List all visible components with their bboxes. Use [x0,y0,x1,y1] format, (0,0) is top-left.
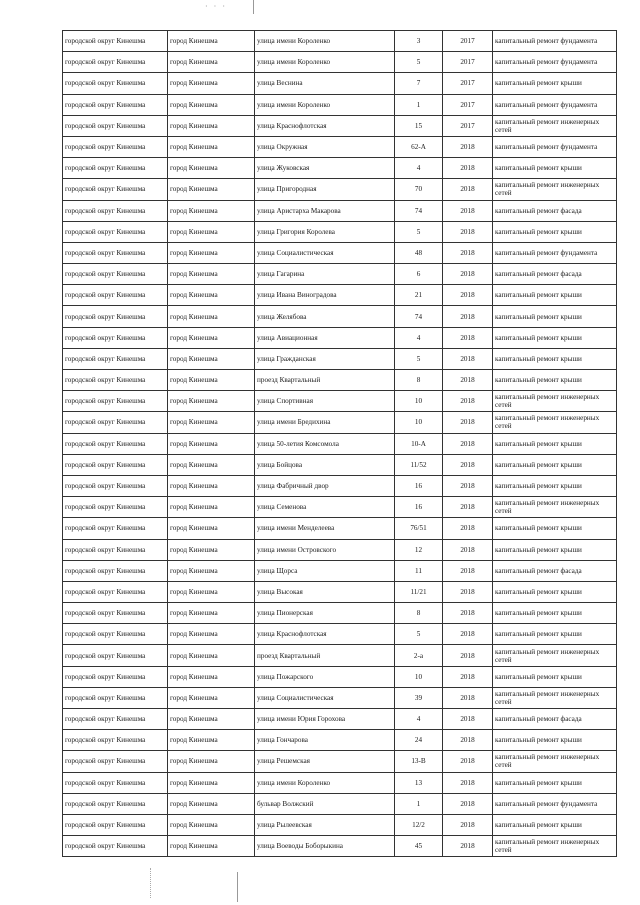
scan-marks-top: · · · [205,2,227,11]
year-cell: 2018 [443,285,493,306]
work-type-cell: капитальный ремонт фундамента [493,136,617,157]
table-row [63,94,617,115]
street-cell: улица Решемская [255,751,395,772]
year-cell: 2018 [443,709,493,730]
table-row [63,454,617,475]
settlement-cell: город Кинешма [168,687,255,708]
work-type-cell: капитальный ремонт инженерных сетей [493,687,617,708]
table-row [63,730,617,751]
house-number-cell: 16 [395,475,443,496]
house-number-cell: 5 [395,348,443,369]
house-number-cell: 45 [395,836,443,857]
house-number-cell: 39 [395,687,443,708]
municipality-cell: городской округ Кинешма [63,730,168,751]
street-cell: улица имени Юрия Горохова [255,709,395,730]
street-cell: улица Краснофлотская [255,115,395,136]
street-cell: улица Фабричный двор [255,475,395,496]
house-number-cell: 12 [395,539,443,560]
street-cell: улица Пригородная [255,179,395,200]
street-cell: улица Веснина [255,73,395,94]
work-type-cell: капитальный ремонт крыши [493,454,617,475]
year-cell: 2018 [443,475,493,496]
house-number-cell: 24 [395,730,443,751]
table-row [63,158,617,179]
year-cell: 2018 [443,518,493,539]
scan-edge-line-bottom [237,872,238,902]
street-cell: улица Григория Королева [255,221,395,242]
settlement-cell: город Кинешма [168,370,255,391]
house-number-cell: 8 [395,370,443,391]
municipality-cell: городской округ Кинешма [63,454,168,475]
table-row [63,306,617,327]
work-type-cell: капитальный ремонт инженерных сетей [493,645,617,666]
year-cell: 2018 [443,581,493,602]
street-cell: улица имени Короленко [255,772,395,793]
street-cell: улица имени Островского [255,539,395,560]
work-type-cell: капитальный ремонт инженерных сетей [493,391,617,412]
municipality-cell: городской округ Кинешма [63,645,168,666]
table-row [63,793,617,814]
municipality-cell: городской округ Кинешма [63,327,168,348]
municipality-cell: городской округ Кинешма [63,836,168,857]
table-row [63,814,617,835]
scan-edge-line-top [253,0,254,14]
municipality-cell: городской округ Кинешма [63,31,168,52]
work-type-cell: капитальный ремонт фундамента [493,94,617,115]
street-cell: проезд Квартальный [255,370,395,391]
municipality-cell: городской округ Кинешма [63,348,168,369]
house-number-cell: 4 [395,709,443,730]
work-type-cell: капитальный ремонт фундамента [493,31,617,52]
street-cell: улица Социалистическая [255,687,395,708]
settlement-cell: город Кинешма [168,221,255,242]
table-row [63,645,617,666]
house-number-cell: 13 [395,772,443,793]
settlement-cell: город Кинешма [168,475,255,496]
settlement-cell: город Кинешма [168,327,255,348]
table-row [63,73,617,94]
settlement-cell: город Кинешма [168,115,255,136]
house-number-cell: 3 [395,31,443,52]
street-cell: улица имени Короленко [255,52,395,73]
street-cell: улица Рылеевская [255,814,395,835]
house-number-cell: 10 [395,412,443,433]
settlement-cell: город Кинешма [168,518,255,539]
municipality-cell: городской округ Кинешма [63,73,168,94]
table-row [63,370,617,391]
settlement-cell: город Кинешма [168,31,255,52]
table-row [63,497,617,518]
house-number-cell: 11/21 [395,581,443,602]
year-cell: 2018 [443,136,493,157]
work-type-cell: капитальный ремонт фасада [493,709,617,730]
year-cell: 2018 [443,814,493,835]
municipality-cell: городской округ Кинешма [63,433,168,454]
table-row [63,200,617,221]
table-row [63,624,617,645]
street-cell: улица Гончарова [255,730,395,751]
municipality-cell: городской округ Кинешма [63,221,168,242]
house-number-cell: 74 [395,306,443,327]
street-cell: проезд Квартальный [255,645,395,666]
street-cell: улица Желябова [255,306,395,327]
house-number-cell: 1 [395,94,443,115]
year-cell: 2018 [443,645,493,666]
year-cell: 2018 [443,306,493,327]
house-number-cell: 13-В [395,751,443,772]
year-cell: 2018 [443,242,493,263]
work-type-cell: капитальный ремонт фундамента [493,793,617,814]
table-row [63,285,617,306]
settlement-cell: город Кинешма [168,539,255,560]
street-cell: улица Бойцова [255,454,395,475]
street-cell: улица Воеводы Боборыкина [255,836,395,857]
municipality-cell: городской округ Кинешма [63,687,168,708]
settlement-cell: город Кинешма [168,645,255,666]
year-cell: 2018 [443,433,493,454]
work-type-cell: капитальный ремонт крыши [493,158,617,179]
house-number-cell: 4 [395,327,443,348]
year-cell: 2018 [443,221,493,242]
year-cell: 2018 [443,603,493,624]
municipality-cell: городской округ Кинешма [63,306,168,327]
street-cell: улица Аристарха Макарова [255,200,395,221]
year-cell: 2017 [443,73,493,94]
work-type-cell: капитальный ремонт крыши [493,433,617,454]
year-cell: 2017 [443,94,493,115]
street-cell: улица Жуковская [255,158,395,179]
municipality-cell: городской округ Кинешма [63,412,168,433]
municipality-cell: городской округ Кинешма [63,115,168,136]
year-cell: 2018 [443,836,493,857]
work-type-cell: капитальный ремонт фасада [493,560,617,581]
house-number-cell: 11 [395,560,443,581]
municipality-cell: городской округ Кинешма [63,475,168,496]
settlement-cell: город Кинешма [168,730,255,751]
year-cell: 2018 [443,391,493,412]
street-cell: улица Окружная [255,136,395,157]
work-type-cell: капитальный ремонт крыши [493,539,617,560]
work-type-cell: капитальный ремонт крыши [493,624,617,645]
municipality-cell: городской округ Кинешма [63,793,168,814]
municipality-cell: городской округ Кинешма [63,560,168,581]
municipality-cell: городской округ Кинешма [63,539,168,560]
street-cell: улица Пионерская [255,603,395,624]
street-cell: улица Краснофлотская [255,624,395,645]
table-row [63,391,617,412]
table-row [63,709,617,730]
work-type-cell: капитальный ремонт инженерных сетей [493,412,617,433]
municipality-cell: городской округ Кинешма [63,603,168,624]
settlement-cell: город Кинешма [168,391,255,412]
municipality-cell: городской округ Кинешма [63,370,168,391]
house-number-cell: 15 [395,115,443,136]
street-cell: улица Пожарского [255,666,395,687]
table-row [63,751,617,772]
settlement-cell: город Кинешма [168,348,255,369]
year-cell: 2018 [443,454,493,475]
settlement-cell: город Кинешма [168,603,255,624]
municipality-cell: городской округ Кинешма [63,94,168,115]
settlement-cell: город Кинешма [168,709,255,730]
settlement-cell: город Кинешма [168,94,255,115]
scan-marks-bottom [150,868,152,898]
table-row [63,475,617,496]
settlement-cell: город Кинешма [168,412,255,433]
municipality-cell: городской округ Кинешма [63,709,168,730]
municipality-cell: городской округ Кинешма [63,391,168,412]
house-number-cell: 76/51 [395,518,443,539]
table-row [63,242,617,263]
year-cell: 2018 [443,200,493,221]
municipality-cell: городской округ Кинешма [63,581,168,602]
settlement-cell: город Кинешма [168,158,255,179]
street-cell: улица 50-летия Комсомола [255,433,395,454]
house-number-cell: 62-А [395,136,443,157]
settlement-cell: город Кинешма [168,285,255,306]
house-number-cell: 10 [395,391,443,412]
table-row [63,581,617,602]
house-number-cell: 5 [395,52,443,73]
settlement-cell: город Кинешма [168,454,255,475]
year-cell: 2018 [443,730,493,751]
house-number-cell: 8 [395,603,443,624]
year-cell: 2018 [443,158,493,179]
house-number-cell: 10-А [395,433,443,454]
year-cell: 2018 [443,327,493,348]
table-row [63,518,617,539]
house-number-cell: 4 [395,158,443,179]
house-number-cell: 70 [395,179,443,200]
street-cell: улица Спортивная [255,391,395,412]
table-row [63,179,617,200]
year-cell: 2017 [443,52,493,73]
work-type-cell: капитальный ремонт фасада [493,200,617,221]
municipality-cell: городской округ Кинешма [63,624,168,645]
work-type-cell: капитальный ремонт крыши [493,285,617,306]
municipality-cell: городской округ Кинешма [63,200,168,221]
street-cell: улица Гражданская [255,348,395,369]
work-type-cell: капитальный ремонт крыши [493,814,617,835]
table-row [63,603,617,624]
year-cell: 2018 [443,793,493,814]
year-cell: 2018 [443,412,493,433]
table-row [63,539,617,560]
settlement-cell: город Кинешма [168,793,255,814]
work-type-cell: капитальный ремонт крыши [493,348,617,369]
year-cell: 2018 [443,624,493,645]
table-row [63,836,617,857]
street-cell: улица Щорса [255,560,395,581]
table-row [63,560,617,581]
settlement-cell: город Кинешма [168,497,255,518]
settlement-cell: город Кинешма [168,751,255,772]
year-cell: 2018 [443,751,493,772]
year-cell: 2018 [443,539,493,560]
settlement-cell: город Кинешма [168,52,255,73]
work-type-cell: капитальный ремонт крыши [493,327,617,348]
street-cell: улица имени Менделеева [255,518,395,539]
capital-repair-register-table [62,30,617,857]
table-row [63,348,617,369]
table-row [63,327,617,348]
table-row [63,31,617,52]
table-row [63,52,617,73]
work-type-cell: капитальный ремонт крыши [493,772,617,793]
settlement-cell: город Кинешма [168,814,255,835]
municipality-cell: городской округ Кинешма [63,772,168,793]
settlement-cell: город Кинешма [168,136,255,157]
year-cell: 2017 [443,115,493,136]
municipality-cell: городской округ Кинешма [63,285,168,306]
municipality-cell: городской округ Кинешма [63,751,168,772]
work-type-cell: капитальный ремонт инженерных сетей [493,115,617,136]
work-type-cell: капитальный ремонт фундамента [493,52,617,73]
settlement-cell: город Кинешма [168,560,255,581]
street-cell: улица Семенова [255,497,395,518]
municipality-cell: городской округ Кинешма [63,497,168,518]
work-type-cell: капитальный ремонт крыши [493,475,617,496]
house-number-cell: 6 [395,264,443,285]
municipality-cell: городской округ Кинешма [63,666,168,687]
municipality-cell: городской округ Кинешма [63,814,168,835]
work-type-cell: капитальный ремонт крыши [493,221,617,242]
year-cell: 2018 [443,772,493,793]
house-number-cell: 48 [395,242,443,263]
street-cell: улица Авиационная [255,327,395,348]
house-number-cell: 2-а [395,645,443,666]
street-cell: улица Гагарина [255,264,395,285]
year-cell: 2018 [443,264,493,285]
table-row [63,136,617,157]
work-type-cell: капитальный ремонт крыши [493,73,617,94]
settlement-cell: город Кинешма [168,242,255,263]
house-number-cell: 5 [395,624,443,645]
work-type-cell: капитальный ремонт крыши [493,518,617,539]
work-type-cell: капитальный ремонт фасада [493,264,617,285]
settlement-cell: город Кинешма [168,73,255,94]
work-type-cell: капитальный ремонт фундамента [493,242,617,263]
street-cell: улица имени Короленко [255,94,395,115]
municipality-cell: городской округ Кинешма [63,136,168,157]
house-number-cell: 10 [395,666,443,687]
table-row [63,666,617,687]
street-cell: улица Высокая [255,581,395,602]
house-number-cell: 21 [395,285,443,306]
house-number-cell: 11/52 [395,454,443,475]
work-type-cell: капитальный ремонт инженерных сетей [493,179,617,200]
street-cell: улица Социалистическая [255,242,395,263]
municipality-cell: городской округ Кинешма [63,179,168,200]
settlement-cell: город Кинешма [168,772,255,793]
settlement-cell: город Кинешма [168,179,255,200]
work-type-cell: капитальный ремонт крыши [493,370,617,391]
year-cell: 2018 [443,560,493,581]
work-type-cell: капитальный ремонт крыши [493,603,617,624]
street-cell: улица имени Короленко [255,31,395,52]
municipality-cell: городской округ Кинешма [63,158,168,179]
table-row [63,687,617,708]
year-cell: 2018 [443,497,493,518]
municipality-cell: городской округ Кинешма [63,242,168,263]
street-cell: бульвар Волжский [255,793,395,814]
house-number-cell: 74 [395,200,443,221]
settlement-cell: город Кинешма [168,666,255,687]
year-cell: 2017 [443,31,493,52]
table-row [63,115,617,136]
year-cell: 2018 [443,179,493,200]
municipality-cell: городской округ Кинешма [63,518,168,539]
table-row [63,264,617,285]
table-row [63,412,617,433]
settlement-cell: город Кинешма [168,200,255,221]
house-number-cell: 1 [395,793,443,814]
settlement-cell: город Кинешма [168,836,255,857]
year-cell: 2018 [443,666,493,687]
work-type-cell: капитальный ремонт крыши [493,730,617,751]
municipality-cell: городской округ Кинешма [63,52,168,73]
work-type-cell: капитальный ремонт инженерных сетей [493,836,617,857]
work-type-cell: капитальный ремонт крыши [493,306,617,327]
settlement-cell: город Кинешма [168,624,255,645]
settlement-cell: город Кинешма [168,433,255,454]
table-row [63,221,617,242]
settlement-cell: город Кинешма [168,264,255,285]
house-number-cell: 16 [395,497,443,518]
year-cell: 2018 [443,348,493,369]
settlement-cell: город Кинешма [168,306,255,327]
table-row [63,772,617,793]
year-cell: 2018 [443,687,493,708]
settlement-cell: город Кинешма [168,581,255,602]
table-row [63,433,617,454]
house-number-cell: 12/2 [395,814,443,835]
work-type-cell: капитальный ремонт крыши [493,666,617,687]
table-body [63,31,617,857]
street-cell: улица Ивана Виноградова [255,285,395,306]
work-type-cell: капитальный ремонт инженерных сетей [493,497,617,518]
year-cell: 2018 [443,370,493,391]
house-number-cell: 7 [395,73,443,94]
municipality-cell: городской округ Кинешма [63,264,168,285]
house-number-cell: 5 [395,221,443,242]
work-type-cell: капитальный ремонт крыши [493,581,617,602]
street-cell: улица имени Бредихина [255,412,395,433]
work-type-cell: капитальный ремонт инженерных сетей [493,751,617,772]
